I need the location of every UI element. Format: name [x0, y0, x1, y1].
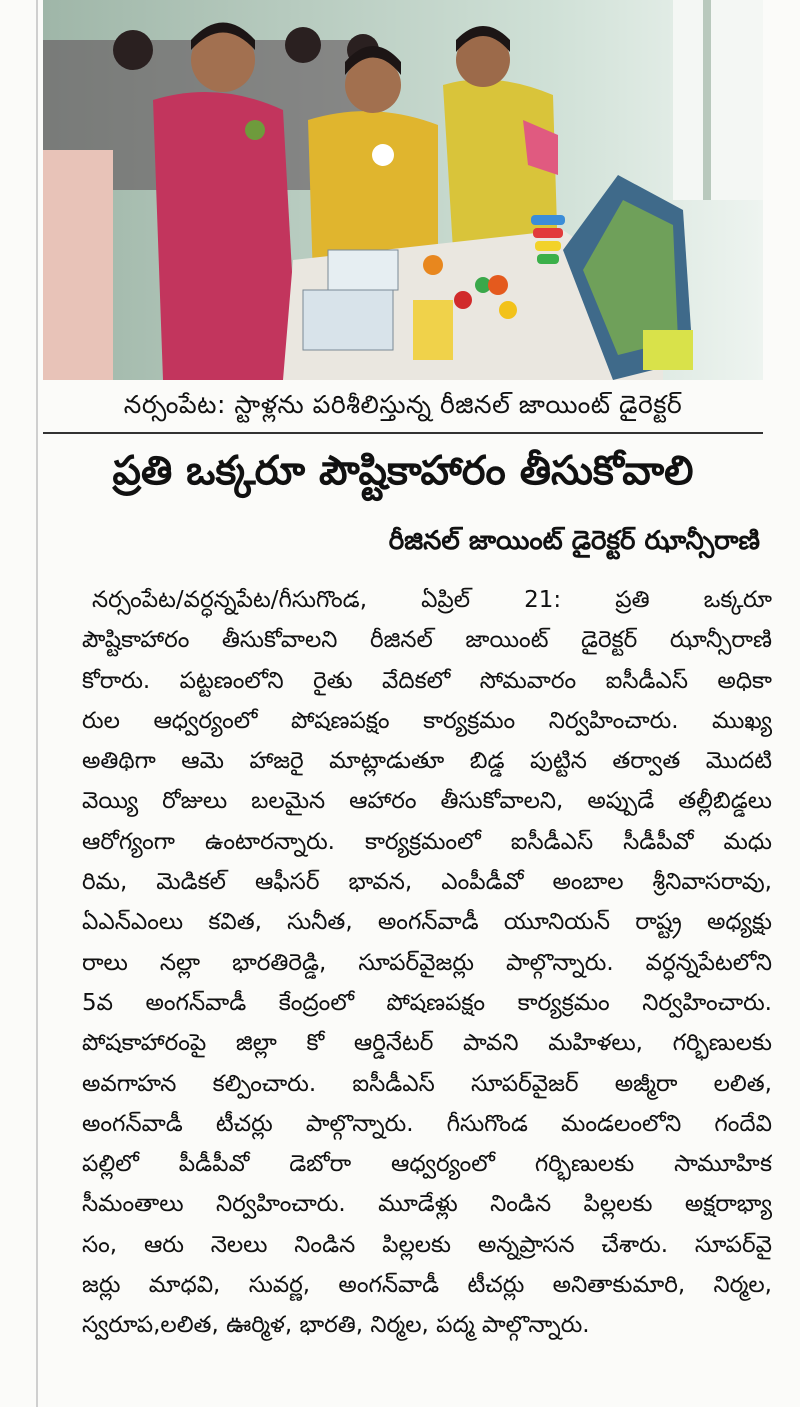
photo-illustration	[43, 0, 763, 380]
article-line: రాలు నల్లా భారతిరెడ్డి, సూపర్‌వైజర్లు పాల్గొన్నారు. వర్ధన్నపేటలోని	[82, 949, 772, 976]
column-border	[36, 0, 38, 1407]
article-line: సం, ఆరు నెలలు నిండిన పిల్లలకు అన్నప్రాసన చేశారు. సూపర్‌వై	[82, 1231, 772, 1258]
article-line: పల్లిలో పీడీపీవో డెబోరా ఆధ్వర్యంలో గర్భిణులకు సామూహిక	[82, 1151, 772, 1178]
headline: ప్రతి ఒక్కరూ పౌష్టికాహారం తీసుకోవాలి	[112, 448, 694, 494]
article-line: సీమంతాలు నిర్వహించారు. మూడేళ్లు నిండిన పిల్లలకు అక్షరాభ్యా	[82, 1191, 772, 1218]
article-line: నర్సంపేట/వర్ధన్నపేట/గీసుగొండ, ఏప్రిల్ 21: ప్రతి ఒక్కరూ	[92, 587, 772, 613]
article-line: అంగన్‌వాడీ టీచర్లు పాల్గొన్నారు. గీసుగొండ మండలంలోని గందేవి	[82, 1110, 772, 1137]
caption-rule	[43, 432, 763, 434]
article-line: స్వరూప,లలిత, ఊర్మిళ, భారతి, నిర్మల, పద్మ పాల్గొన్నారు.	[82, 1312, 590, 1339]
article-line: జర్లు మాధవి, సువర్ణ, అంగన్‌వాడీ టీచర్లు అనితాకుమారి, నిర్మల,	[82, 1272, 772, 1299]
article-line: కోరారు. పట్టణంలోని రైతు వేదికలో సోమవారం ఐసీడీఎస్ అధికా	[82, 667, 772, 694]
news-photo	[43, 0, 763, 380]
article-line: 5వ అంగన్‌వాడీ కేంద్రంలో పోషణపక్షం కార్యక్రమం నిర్వహించారు.	[82, 989, 772, 1016]
article-line: అవగాహన కల్పించారు. ఐసీడీఎస్ సూపర్‌వైజర్ అజ్మీరా లలిత,	[82, 1070, 772, 1097]
article-body	[82, 580, 772, 1346]
article-line: పోషకాహారంపై జిల్లా కో ఆర్డినేటర్ పావని మహిళలు, గర్భిణులకు	[82, 1030, 772, 1057]
article-line: వెయ్యి రోజులు బలమైన ఆహారం తీసుకోవాలని, అప్పుడే తల్లీబిడ్డలు	[82, 788, 772, 815]
article-line: పౌష్టికాహారం తీసుకోవాలని రీజినల్ జాయింట్ డైరెక్టర్ ఝాన్సీరాణి	[82, 627, 772, 654]
article-line: రుల ఆధ్వర్యంలో పోషణపక్షం కార్యక్రమం నిర్వహించారు. ముఖ్య	[82, 707, 772, 734]
article-line: ఏఎన్ఎంలు కవిత, సునీత, అంగన్‌వాడీ యూనియన్ రాష్ట్ర అధ్యక్షు	[82, 909, 772, 936]
article-line: అతిథిగా ఆమె హాజరై మాట్లాడుతూ బిడ్డ పుట్టిన తర్వాత మొదటి	[82, 748, 772, 775]
photo-caption: నర్సంపేట: స్టాళ్లను పరిశీలిస్తున్న రీజినల్ జాయింట్ డైరెక్టర్	[123, 390, 683, 419]
article-line: రిమ, మెడికల్ ఆఫీసర్ భావన, ఎంపీడీవో అంబాల శ్రీనివాసరావు,	[82, 869, 772, 896]
article-line: ఆరోగ్యంగా ఉంటారన్నారు. కార్యక్రమంలో ఐసీడీఎస్ సీడీపీవో మధు	[82, 828, 772, 855]
subheadline: రీజినల్ జాయింట్ డైరెక్టర్ ఝాన్సీరాణి	[388, 526, 760, 556]
